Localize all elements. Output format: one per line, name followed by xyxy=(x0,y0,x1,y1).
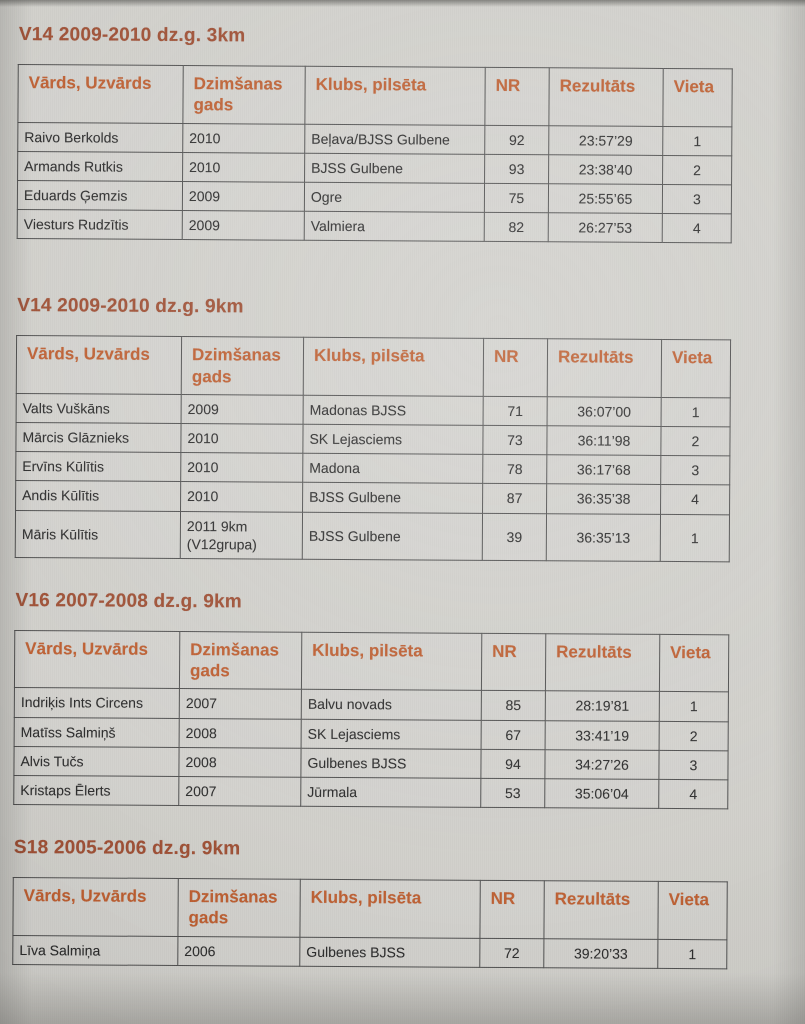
table-row xyxy=(16,393,730,427)
results-section-s18-9km xyxy=(12,837,727,969)
cell-nr: 75 xyxy=(484,183,548,213)
table-row xyxy=(13,935,727,969)
cell-birth-year: 2008 xyxy=(179,747,301,777)
cell-place: 2 xyxy=(663,155,732,185)
col-header-club: Klubs, pilsēta xyxy=(305,66,485,125)
cell-nr: 78 xyxy=(483,454,547,484)
cell-place: 1 xyxy=(658,939,727,969)
col-header-place: Vieta xyxy=(659,634,728,692)
section-title: V14 2009-2010 dz.g. 9km xyxy=(17,295,244,318)
cell-nr: 85 xyxy=(481,691,545,721)
table-header xyxy=(14,630,728,692)
col-header-club: Klubs, pilsēta xyxy=(303,338,483,397)
cell-result: 36:17’68 xyxy=(547,455,661,485)
cell-birth-year: 2009 xyxy=(182,181,304,211)
cell-club: Gulbenes BJSS xyxy=(301,748,481,778)
cell-result: 26:27’53 xyxy=(548,213,662,243)
cell-birth-year: 2010 xyxy=(181,482,303,512)
col-header-nr: NR xyxy=(481,633,545,691)
col-header-result: Rezultāts xyxy=(545,634,659,692)
cell-club: SK Lejasciems xyxy=(301,719,481,749)
cell-name: Raivo Berkolds xyxy=(18,122,183,152)
cell-club: SK Lejasciems xyxy=(303,424,483,454)
cell-birth-year: 2010 xyxy=(181,423,303,453)
cell-club: Valmiera xyxy=(304,211,484,241)
results-table xyxy=(13,630,729,810)
table-row xyxy=(18,151,732,185)
cell-club: BJSS Gulbene xyxy=(305,153,485,183)
cell-place: 1 xyxy=(663,126,732,156)
table-row xyxy=(17,210,731,244)
cell-result: 36:35’13 xyxy=(546,513,660,561)
header-row xyxy=(14,630,728,692)
cell-place: 4 xyxy=(662,214,731,244)
cell-result: 33:41’19 xyxy=(545,720,659,750)
cell-nr: 53 xyxy=(481,778,545,808)
section-title: V14 2009-2010 dz.g. 3km xyxy=(18,24,246,47)
cell-nr: 87 xyxy=(483,484,547,514)
col-header-year: Dzimšanas gads xyxy=(178,879,300,937)
col-header-place: Vieta xyxy=(663,68,732,126)
section-title: V16 2007-2008 dz.g. 9km xyxy=(15,589,242,613)
results-section-v16-9km xyxy=(13,590,728,810)
header-row xyxy=(18,65,732,127)
cell-place: 4 xyxy=(661,485,730,515)
cell-club: Ogre xyxy=(304,182,484,212)
results-table xyxy=(12,877,728,969)
col-header-name: Vārds, Uzvārds xyxy=(18,65,183,124)
col-header-result: Rezultāts xyxy=(549,68,663,126)
table-header xyxy=(16,336,730,398)
cell-club: BJSS Gulbene xyxy=(302,512,482,560)
header-row xyxy=(13,878,727,940)
cell-name: Armands Rutkis xyxy=(18,151,183,181)
table-row xyxy=(14,717,728,751)
cell-name: Indriķis Ints Circens xyxy=(14,688,179,718)
cell-name: Līva Salmiņa xyxy=(13,935,178,965)
cell-birth-year: 2010 xyxy=(181,453,303,483)
cell-result: 36:07’00 xyxy=(547,396,661,426)
cell-nr: 72 xyxy=(480,938,544,968)
cell-nr: 39 xyxy=(482,513,546,561)
cell-place: 1 xyxy=(659,692,728,722)
header-row xyxy=(16,336,730,398)
table-row xyxy=(17,180,731,214)
cell-birth-year: 2006 xyxy=(178,936,300,966)
cell-result: 28:19’81 xyxy=(545,691,659,721)
cell-club: Balvu novads xyxy=(301,690,481,720)
cell-place: 3 xyxy=(662,184,731,214)
table-body xyxy=(13,935,727,969)
col-header-year: Dzimšanas gads xyxy=(183,66,305,124)
results-section-v14-3km xyxy=(17,24,732,244)
cell-result: 34:27’26 xyxy=(545,749,659,779)
table-header xyxy=(18,65,732,127)
cell-place: 2 xyxy=(661,426,730,456)
col-header-place: Vieta xyxy=(658,882,727,940)
table-row xyxy=(14,688,728,722)
cell-birth-year: 2008 xyxy=(179,718,301,748)
cell-nr: 93 xyxy=(485,154,549,184)
cell-name: Kristaps Ēlerts xyxy=(14,775,179,805)
table-row xyxy=(14,775,728,809)
cell-name: Andis Kūlītis xyxy=(16,481,181,511)
col-header-name: Vārds, Uzvārds xyxy=(13,878,178,937)
col-header-name: Vārds, Uzvārds xyxy=(14,630,179,689)
col-header-year: Dzimšanas gads xyxy=(181,337,303,395)
table-body xyxy=(14,688,729,809)
cell-birth-year: 2009 xyxy=(182,211,304,241)
cell-place: 3 xyxy=(661,456,730,486)
cell-result: 35:06’04 xyxy=(545,779,659,809)
cell-name: Ervīns Kūlītis xyxy=(16,452,181,482)
cell-result: 25:55’65 xyxy=(548,184,662,214)
col-header-club: Klubs, pilsēta xyxy=(300,879,480,938)
table-row xyxy=(18,122,732,156)
col-header-year: Dzimšanas gads xyxy=(179,631,301,689)
results-table xyxy=(17,64,733,244)
cell-nr: 71 xyxy=(483,396,547,426)
cell-name: Māris Kūlītis xyxy=(15,510,180,558)
col-header-nr: NR xyxy=(485,67,549,125)
cell-club: BJSS Gulbene xyxy=(303,483,483,513)
table-row xyxy=(16,481,730,515)
cell-birth-year: 2010 xyxy=(183,123,305,153)
cell-result: 36:35’38 xyxy=(547,484,661,514)
col-header-club: Klubs, pilsēta xyxy=(301,632,481,691)
col-header-nr: NR xyxy=(480,880,544,938)
cell-birth-year: 2011 9km (V12grupa) xyxy=(180,511,302,559)
table-body xyxy=(15,393,730,561)
cell-club: Madonas BJSS xyxy=(303,395,483,425)
document-content xyxy=(12,24,732,969)
table-header xyxy=(13,878,727,940)
col-header-result: Rezultāts xyxy=(547,339,661,397)
cell-result: 23:38’40 xyxy=(549,154,663,184)
cell-birth-year: 2009 xyxy=(181,394,303,424)
cell-name: Mārcis Glāznieks xyxy=(16,422,181,452)
col-header-place: Vieta xyxy=(661,340,730,398)
cell-place: 4 xyxy=(659,779,728,809)
cell-club: Jūrmala xyxy=(301,777,481,807)
cell-result: 36:11’98 xyxy=(547,426,661,456)
cell-place: 1 xyxy=(660,514,729,562)
col-header-result: Rezultāts xyxy=(544,881,658,939)
table-row xyxy=(15,510,729,562)
cell-birth-year: 2007 xyxy=(179,689,301,719)
cell-name: Eduards Ģemzis xyxy=(17,180,182,210)
cell-club: Gulbenes BJSS xyxy=(300,937,480,967)
cell-result: 23:57’29 xyxy=(549,125,663,155)
cell-place: 3 xyxy=(659,750,728,780)
col-header-name: Vārds, Uzvārds xyxy=(16,336,181,395)
cell-name: Alvis Tučs xyxy=(14,746,179,776)
table-row xyxy=(16,452,730,486)
cell-nr: 82 xyxy=(484,212,548,242)
results-section-v14-9km xyxy=(15,295,731,562)
table-body xyxy=(17,122,732,243)
cell-result: 39:20’33 xyxy=(544,938,658,968)
cell-place: 2 xyxy=(659,721,728,751)
table-row xyxy=(14,746,728,780)
cell-birth-year: 2010 xyxy=(183,152,305,182)
results-table xyxy=(15,335,731,562)
cell-club: Madona xyxy=(303,453,483,483)
cell-name: Valts Vuškāns xyxy=(16,393,181,423)
cell-nr: 94 xyxy=(481,749,545,779)
cell-name: Viesturs Rudzītis xyxy=(17,210,182,240)
cell-name: Matīss Salmiņš xyxy=(14,717,179,747)
cell-place: 1 xyxy=(661,397,730,427)
table-row xyxy=(16,422,730,456)
col-header-nr: NR xyxy=(483,339,547,397)
cell-nr: 73 xyxy=(483,425,547,455)
cell-nr: 67 xyxy=(481,720,545,750)
cell-club: Beļava/BJSS Gulbene xyxy=(305,124,485,154)
section-title: S18 2005-2006 dz.g. 9km xyxy=(13,837,241,860)
cell-nr: 92 xyxy=(485,125,549,155)
cell-birth-year: 2007 xyxy=(179,776,301,806)
